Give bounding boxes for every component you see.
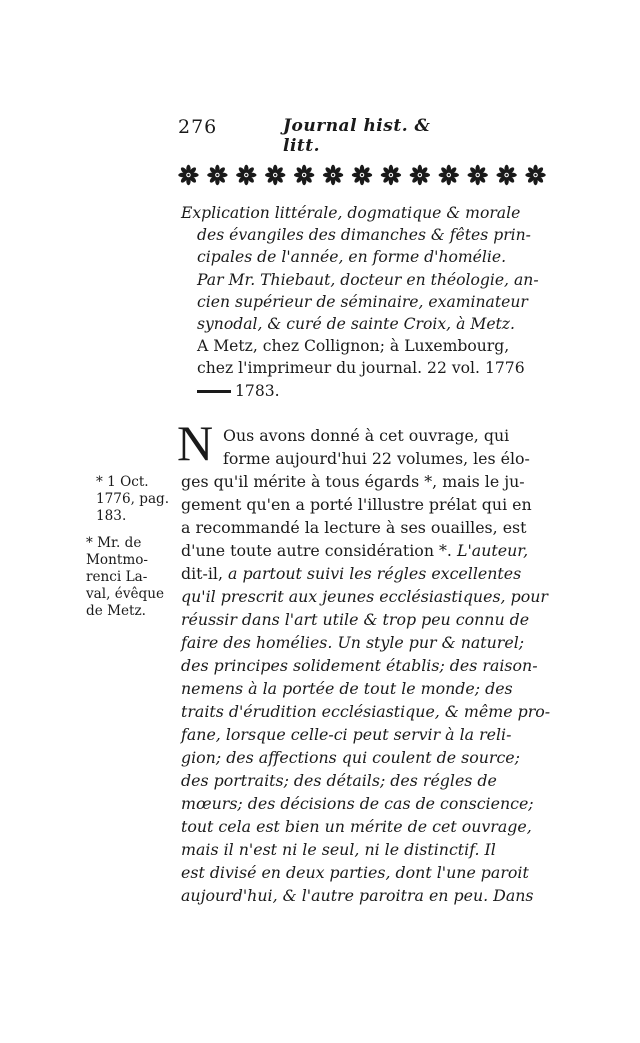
citation-line: A Metz, chez Collignon; à Luxembourg, — [197, 337, 510, 356]
body-line — [181, 769, 553, 792]
body-line — [181, 493, 553, 516]
body-line — [181, 470, 553, 493]
flower-motif-icon — [525, 165, 545, 185]
flower-motif-icon — [294, 165, 314, 185]
body-text: a recommandé la lecture à ses ouailles, est — [181, 518, 527, 537]
body-line — [181, 838, 553, 861]
body-text: ges qu'il mérite à tous égards *, mais le ju- — [181, 472, 525, 491]
review-text — [177, 415, 553, 907]
body-line — [181, 654, 553, 677]
citation-line: Par Mr. Thiebaut, docteur en théologie, an- — [197, 270, 539, 289]
body-line — [181, 447, 553, 470]
body-text: forme aujourd'hui 22 volumes, les élo- — [223, 449, 530, 468]
flower-motif-icon — [207, 165, 227, 185]
body-line — [181, 746, 553, 769]
note-line: de Metz. — [86, 603, 146, 619]
body-line — [181, 884, 553, 907]
running-title: Journal hist. & litt. — [283, 116, 431, 156]
citation-line — [181, 380, 551, 402]
citation-line: chez l'imprimeur du journal. 22 vol. 1776 — [197, 359, 525, 378]
quoted-text: a partout suivi les régles excellentes — [228, 564, 522, 583]
note-line: * 1 Oct. — [96, 474, 149, 490]
flower-motif-icon — [410, 165, 430, 185]
quoted-text: des principes solidement établis; des raison- — [181, 656, 538, 675]
quoted-text: nemens à la portée de tout le monde; des — [181, 679, 513, 698]
citation-end-year: 1783. — [235, 381, 280, 400]
body-line — [181, 539, 553, 562]
quoted-text: mœurs; des décisions de cas de conscience; — [181, 794, 534, 813]
flower-motif-icon — [178, 165, 198, 185]
citation-line: des évangiles des dimanches & fêtes prin- — [197, 226, 531, 245]
flower-motif-icon — [381, 165, 401, 185]
quoted-text: faire des homélies. Un style pur & naturel; — [181, 633, 525, 652]
citation-line: synodal, & curé de sainte Croix, à Metz. — [197, 315, 515, 334]
body-line — [181, 861, 553, 884]
body-line — [181, 815, 553, 838]
note-line: val, évêque — [86, 586, 165, 602]
body-line — [181, 516, 553, 539]
quoted-text: traits d'érudition ecclésiastique, & même pro- — [181, 702, 551, 721]
body-line — [181, 608, 553, 631]
footnote-date — [96, 474, 169, 525]
book-citation — [181, 202, 551, 402]
body-text: gement qu'en a porté l'illustre prélat qui en — [181, 495, 532, 514]
body-text: d'une toute autre considération *. — [181, 541, 457, 560]
quoted-text: fane, lorsque celle-ci peut servir à la reli- — [181, 725, 512, 744]
note-line: 1776, pag. — [96, 491, 170, 507]
body-text: dit-il, — [181, 564, 228, 583]
flower-motif-icon — [467, 165, 487, 185]
flower-motif-icon — [323, 165, 343, 185]
quoted-text: aujourd'hui, & l'autre paroitra en peu. Dans — [181, 886, 534, 905]
dash-rule — [197, 390, 231, 393]
page-header — [178, 116, 468, 156]
quoted-text: est divisé en deux parties, dont l'une paroit — [181, 863, 529, 882]
body-line — [181, 677, 553, 700]
body-line — [181, 424, 553, 447]
citation-line: cipales de l'année, en forme d'homélie. — [197, 248, 507, 267]
body-line — [181, 585, 553, 608]
quoted-text: L'auteur, — [456, 541, 529, 560]
drop-cap: N — [177, 415, 214, 471]
flower-motif-icon — [352, 165, 372, 185]
note-line: renci La- — [86, 569, 148, 585]
flower-motif-icon — [496, 165, 516, 185]
body-text: Ous avons donné à cet ouvrage, qui — [223, 426, 510, 445]
quoted-text: réussir dans l'art utile & trop peu connu de — [181, 610, 530, 629]
body-line — [181, 792, 553, 815]
flower-motif-icon — [439, 165, 459, 185]
quoted-text: mais il n'est ni le seul, ni le distinctif. Il — [181, 840, 496, 859]
note-line: Montmo- — [86, 552, 148, 568]
citation-line: cien supérieur de séminaire, examinateur — [197, 292, 528, 311]
note-line: 183. — [96, 508, 127, 524]
quoted-text: qu'il prescrit aux jeunes ecclésiastiques, pour — [181, 587, 548, 606]
floral-ornament-icon — [174, 160, 550, 190]
quoted-text: des portraits; des détails; des régles de — [181, 771, 497, 790]
quoted-text: gion; des affections qui coulent de source; — [181, 748, 520, 767]
citation-line: Explication littérale, dogmatique & morale — [181, 204, 521, 222]
flower-motif-icon — [265, 165, 285, 185]
quoted-text: tout cela est bien un mérite de cet ouvrage, — [181, 817, 532, 836]
body-line — [181, 723, 553, 746]
page-number: 276 — [178, 116, 218, 138]
body-line — [181, 700, 553, 723]
body-line — [181, 631, 553, 654]
note-line: * Mr. de — [86, 535, 142, 551]
flower-motif-icon — [236, 165, 256, 185]
footnote-author — [86, 535, 164, 620]
body-line — [181, 562, 553, 585]
